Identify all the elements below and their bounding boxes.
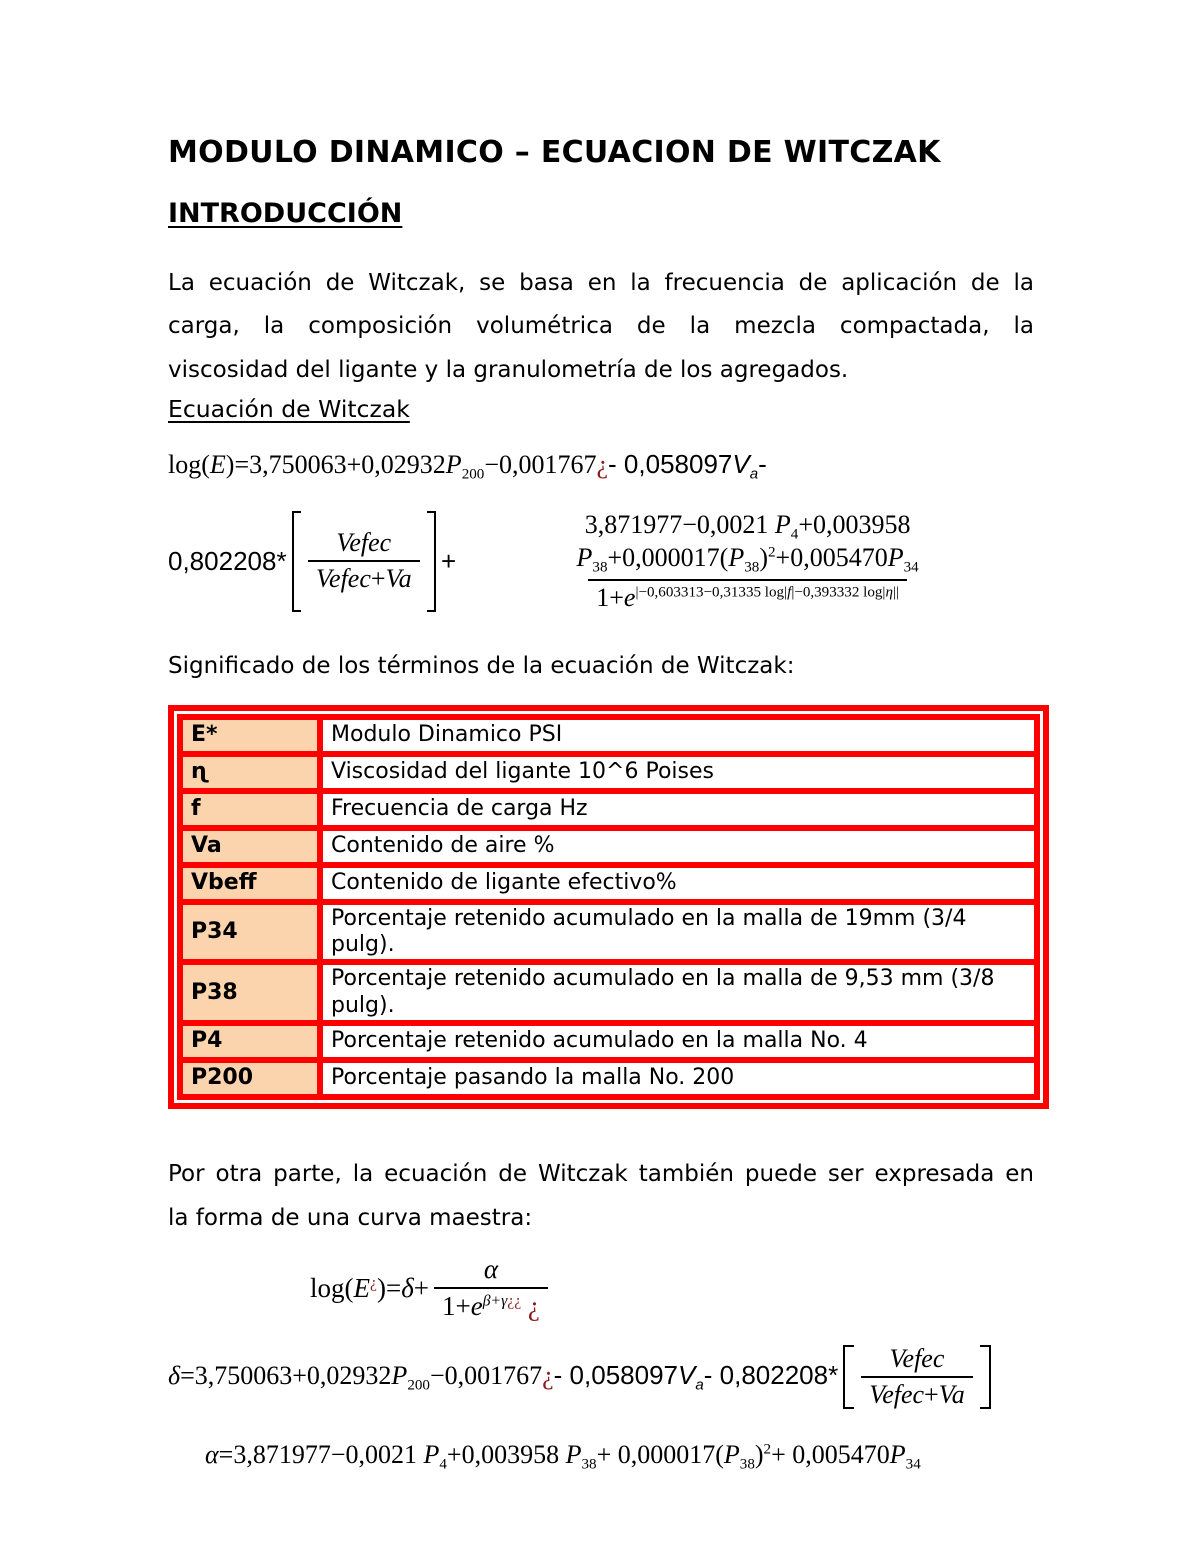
intro-paragraph-line: La ecuación de Witczak, se basa en la frecuencia de aplicación de la (168, 269, 1034, 296)
math-token: =3,750063+ (234, 449, 362, 479)
equation-row (205, 1440, 921, 1474)
math-token: - (553, 1360, 563, 1391)
math-token: ¿ (596, 449, 609, 479)
terms-table (177, 714, 1040, 1101)
math-token: log (310, 1272, 345, 1303)
table-row (180, 1060, 1037, 1097)
term-cell: P34 (180, 902, 320, 963)
math-token: 0,802208 (168, 545, 277, 576)
right-bracket (980, 1345, 991, 1409)
fraction-numerator (476, 1254, 506, 1287)
equation-row (310, 1254, 548, 1322)
math-token: e (470, 1291, 483, 1322)
math-token: f (787, 584, 792, 601)
math-token: 0,802208 (712, 1360, 829, 1391)
math-token: + (413, 1272, 429, 1303)
fraction (308, 528, 420, 594)
math-token: 0,02932 (306, 1361, 392, 1391)
intro-paragraph-line: carga, la composición volumétrica de la mezcla compactada, la (168, 313, 1034, 340)
fraction (461, 510, 1034, 613)
math-token: −0,001767 (484, 449, 597, 479)
math-token: = (385, 1272, 402, 1303)
math-token: β+γ (482, 1292, 508, 1310)
math-token: 200 (461, 466, 485, 483)
table-row (180, 865, 1037, 902)
math-token: 4 (439, 1457, 447, 1474)
math-token: P (723, 1440, 740, 1470)
math-token: 1+ (442, 1291, 471, 1322)
right-bracket (427, 511, 436, 612)
definition-cell: Contenido de aire % (320, 828, 1037, 865)
math-token: 1+ (596, 582, 624, 612)
math-token: E (209, 449, 226, 479)
math-token: || (892, 584, 899, 601)
math-token: ¿ (521, 1291, 540, 1322)
math-token: |−0,393332 log| (791, 584, 886, 601)
math-token: Va (938, 1380, 965, 1410)
equation-row (168, 510, 1034, 613)
math-token: log (168, 449, 202, 479)
math-token: V (678, 1360, 696, 1391)
definition-cell: Modulo Dinamico PSI (320, 717, 1037, 754)
master-curve-equation (310, 1254, 1034, 1322)
math-token: ( (719, 543, 729, 573)
equation-heading: Ecuación de Witczak (168, 394, 410, 423)
definition-cell: Porcentaje retenido acumulado en la malla No. 4 (320, 1023, 1037, 1060)
math-token: ) (225, 449, 235, 479)
math-token: 38 (581, 1457, 597, 1474)
math-token: α (483, 1254, 499, 1285)
math-token: + (924, 1380, 939, 1410)
math-token: - (608, 448, 617, 479)
math-token: E (353, 1272, 371, 1303)
math-token: 38 (744, 559, 760, 576)
math-token: * (276, 545, 287, 576)
math-token: Vefec (869, 1380, 925, 1410)
intro-heading: INTRODUCCIÓN (168, 197, 403, 229)
fraction (861, 1344, 973, 1410)
alpha-equation (205, 1440, 1034, 1474)
fraction-numerator (328, 528, 399, 560)
fraction-numerator (882, 1344, 953, 1376)
equation-row (168, 449, 767, 484)
term-cell: Vbeff (180, 865, 320, 902)
math-token: 0,02932 (361, 449, 446, 479)
math-token: * (828, 1360, 839, 1391)
equation-segment (168, 449, 767, 484)
math-token: + 0,000017 (596, 1440, 716, 1470)
math-token: ) (376, 1272, 386, 1303)
math-token: Vefec (336, 528, 392, 558)
equation-segment (168, 546, 287, 577)
math-token: 34 (905, 1457, 921, 1474)
math-token: ) (754, 1440, 764, 1470)
math-token: 200 (407, 1377, 430, 1394)
math-token: |−0,603313−0,31335 log| (635, 584, 788, 601)
definition-cell: Frecuencia de carga Hz (320, 791, 1037, 828)
fraction-denominator (308, 560, 420, 594)
term-cell: ɳ (180, 754, 320, 791)
definition-cell: Contenido de ligante efectivo% (320, 865, 1037, 902)
fraction-denominator (434, 1287, 548, 1322)
term-cell: P4 (180, 1023, 320, 1060)
math-token: +0,003958 (446, 1440, 560, 1470)
term-cell: E* (180, 717, 320, 754)
math-token: V (732, 448, 750, 479)
math-token: −0,001767 (429, 1361, 543, 1391)
math-token: 3,871977−0,0021 (584, 509, 769, 539)
math-token: 38 (592, 559, 608, 576)
term-cell: P200 (180, 1060, 320, 1097)
table-row (180, 717, 1037, 754)
terms-heading: Significado de los términos de la ecuación de Witczak: (168, 652, 795, 679)
term-cell: f (180, 791, 320, 828)
math-token: +0,003958 (798, 509, 911, 539)
terms-table-body (180, 717, 1037, 1098)
witczak-equation-line1 (168, 449, 1034, 484)
math-token: P (728, 543, 745, 573)
math-token: + (370, 564, 386, 594)
math-token: =3,871977−0,0021 (218, 1440, 417, 1470)
math-token: P (445, 449, 462, 479)
left-bracket (843, 1345, 854, 1409)
math-token: δ (401, 1272, 414, 1303)
fraction-numerator (461, 510, 1034, 579)
math-token: + (441, 545, 457, 576)
table-row (180, 902, 1037, 963)
math-token: η (885, 584, 893, 601)
math-token: 0,058097 (562, 1360, 678, 1391)
delta-equation (168, 1344, 1034, 1410)
math-token: ¿ (542, 1361, 554, 1391)
definition-cell: Viscosidad del ligante 10^6 Poises (320, 754, 1037, 791)
master-curve-paragraph-line: la forma de una curva maestra: (168, 1204, 533, 1231)
table-row (180, 791, 1037, 828)
math-token: ¿¿ (507, 1292, 522, 1310)
definition-cell: Porcentaje retenido acumulado en la malla de 9,53 mm (3/8 pulg). (320, 962, 1037, 1023)
fraction (434, 1254, 548, 1322)
math-token: P (391, 1361, 408, 1391)
math-token: + 0,005470 (771, 1440, 890, 1470)
equation-row (168, 1344, 991, 1410)
math-token: P (774, 509, 791, 539)
math-token: 34 (903, 559, 919, 576)
math-token: ¿ (370, 1274, 377, 1292)
math-token: - (703, 1360, 713, 1391)
math-token: Vefec (316, 564, 371, 594)
term-cell: P38 (180, 962, 320, 1023)
math-token: Vefec (889, 1344, 945, 1374)
fraction-denominator (588, 579, 907, 613)
page-title: MODULO DINAMICO – ECUACION DE WITCZAK (168, 135, 941, 170)
math-token: δ (168, 1361, 181, 1391)
math-token: e (623, 582, 636, 612)
table-row (180, 962, 1037, 1023)
math-token: ) (759, 543, 768, 573)
math-token: P (887, 543, 904, 573)
master-curve-paragraph (168, 1153, 1034, 1240)
equation-segment (205, 1440, 921, 1474)
math-token: 2 (763, 1442, 772, 1459)
witczak-equation-line2 (168, 510, 1034, 613)
math-token: 2 (767, 544, 776, 561)
definition-cell: Porcentaje retenido acumulado en la malla de 19mm (3/4 pulg). (320, 902, 1037, 963)
math-token: P (423, 1440, 440, 1470)
math-token: P (889, 1440, 906, 1470)
math-token: ( (715, 1440, 724, 1470)
math-token: a (749, 465, 759, 483)
intro-paragraph (168, 262, 1034, 393)
math-token: +0,000017 (607, 543, 720, 573)
math-token: ( (201, 449, 210, 479)
equation-segment (441, 546, 456, 577)
intro-paragraph-line: viscosidad del ligante y la granulometría de los agregados. (168, 356, 849, 383)
equation-segment (168, 1360, 838, 1395)
fraction-denominator (861, 1376, 973, 1410)
table-row (180, 754, 1037, 791)
table-row (180, 1023, 1037, 1060)
math-token: a (695, 1376, 704, 1394)
math-token: P (576, 543, 593, 573)
math-token: α (205, 1440, 219, 1470)
table-row (180, 828, 1037, 865)
math-token: Va (385, 564, 412, 594)
master-curve-paragraph-line: Por otra parte, la ecuación de Witczak también puede ser expresada en (168, 1161, 1034, 1188)
math-token: - (758, 448, 767, 479)
left-bracket (292, 511, 301, 612)
math-token: P (565, 1440, 582, 1470)
math-token: 0,058097 (616, 448, 733, 479)
math-token: =3,750063+ (180, 1361, 307, 1391)
term-cell: Va (180, 828, 320, 865)
equation-segment (310, 1273, 429, 1304)
math-token: +0,005470 (775, 543, 888, 573)
math-token: ( (344, 1272, 354, 1303)
math-token: 4 (790, 526, 799, 543)
terms-table-outer-border (168, 705, 1049, 1110)
math-token: 38 (739, 1457, 755, 1474)
definition-cell: Porcentaje pasando la malla No. 200 (320, 1060, 1037, 1097)
